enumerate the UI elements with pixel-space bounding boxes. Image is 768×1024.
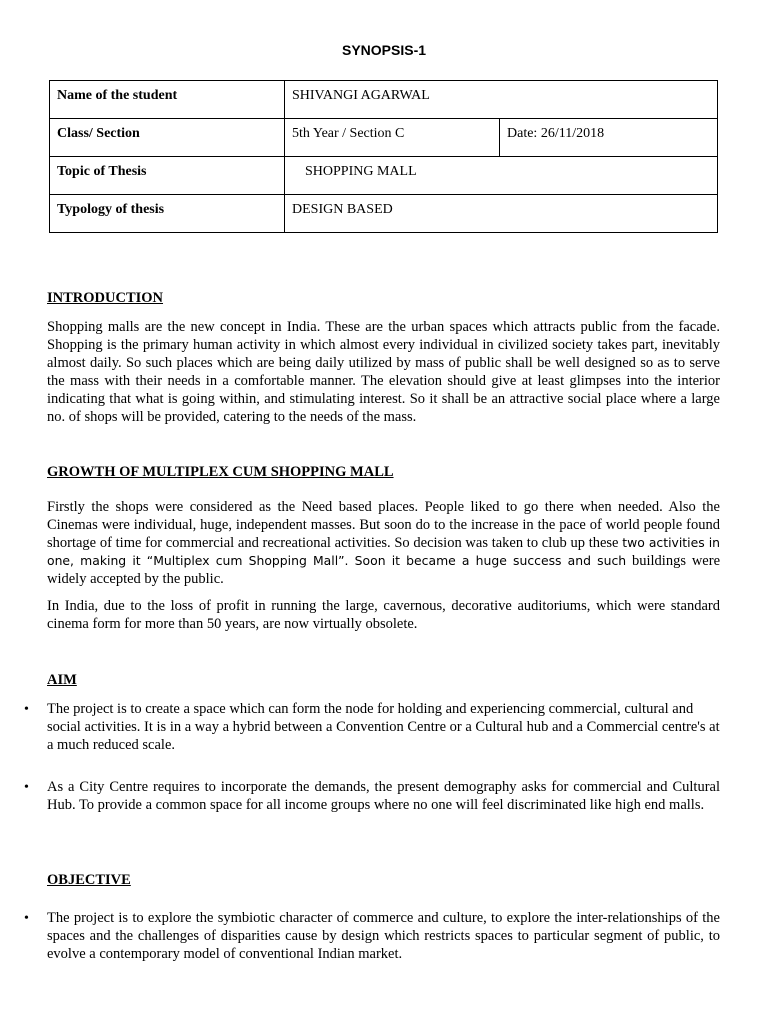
introduction-heading: INTRODUCTION: [47, 290, 164, 306]
bullet-icon: •: [24, 780, 29, 795]
student-name-label: Name of the student: [50, 81, 285, 119]
growth-paragraph-part-1: Firstly the shops were considered as the Need based places. People liked to go there when needed. Also the Cinemas were individual, huge, independent masses. But soon do to the increase in the pace of world people found shortage of time for commercial and recreational activities. So decision was taken to club up these: [47, 499, 720, 551]
page-title: SYNOPSIS-1: [341, 42, 427, 58]
thesis-typology-value: DESIGN BASED: [285, 195, 718, 233]
aim-bullet-1: The project is to create a space which can form the node for holding and experiencing commercial, cultural and social activities. It is in a way a hybrid between a Convention Centre or a Cultural hub and a Commercial centre's at a much reduced scale.: [47, 701, 720, 753]
table-row: [50, 119, 718, 157]
thesis-typology-label: Typology of thesis: [50, 195, 285, 233]
objective-heading: OBJECTIVE: [47, 872, 131, 888]
table-row: [50, 81, 718, 119]
growth-paragraph-2: In India, due to the loss of profit in running the large, cavernous, decorative auditoriums, which were standard cinema form for more than 50 years, are now virtually obsolete.: [47, 598, 720, 632]
class-section-value: 5th Year / Section C: [285, 119, 500, 157]
introduction-paragraph: Shopping malls are the new concept in India. These are the urban spaces which attracts public from the facade. Shopping is the primary human activity in which almost every individual in civilized society takes part, inevitably almost daily. So such places which are being daily utilized by mass of public shall be well designed so as to serve the mass with their needs in a comfortable manner. The elevation should give at least glimpses into the interior indicating that what is going within, and stimulating interest. So it shall be an attractive social place where a large no. of shops will be provided, catering to the needs of the mass.: [47, 319, 720, 425]
aim-heading: AIM: [47, 672, 77, 688]
student-name-value: SHIVANGI AGARWAL: [285, 81, 718, 119]
thesis-topic-value: SHOPPING MALL: [285, 157, 718, 195]
date-value: Date: 26/11/2018: [500, 119, 718, 157]
table-row: [50, 195, 718, 233]
objective-bullet-1: The project is to explore the symbiotic character of commerce and culture, to explore the inter-relationships of the spaces and the challenges of disparities cause by design which restricts spaces to particular segment of public, to evolve a contemporary model of conventional Indian market.: [47, 910, 720, 962]
student-info-table: [49, 80, 718, 233]
table-row: [50, 157, 718, 195]
thesis-topic-label: Topic of Thesis: [50, 157, 285, 195]
growth-paragraph: [47, 498, 720, 588]
class-section-label: Class/ Section: [50, 119, 285, 157]
aim-bullet-2: As a City Centre requires to incorporate the demands, the present demography asks for commercial and Cultural Hub. To provide a common space for all income groups where no one will feel discriminated like high end malls.: [47, 779, 720, 813]
bullet-icon: •: [24, 702, 29, 717]
bullet-icon: •: [24, 911, 29, 926]
growth-paragraph-part-3: buildings were widely accepted by the public.: [47, 553, 721, 587]
growth-paragraph-part-2: two activities in one, making it “Multiplex cum Shopping Mall”. Soon it became a huge success and such: [47, 535, 721, 568]
growth-heading: GROWTH OF MULTIPLEX CUM SHOPPING MALL: [47, 464, 394, 480]
